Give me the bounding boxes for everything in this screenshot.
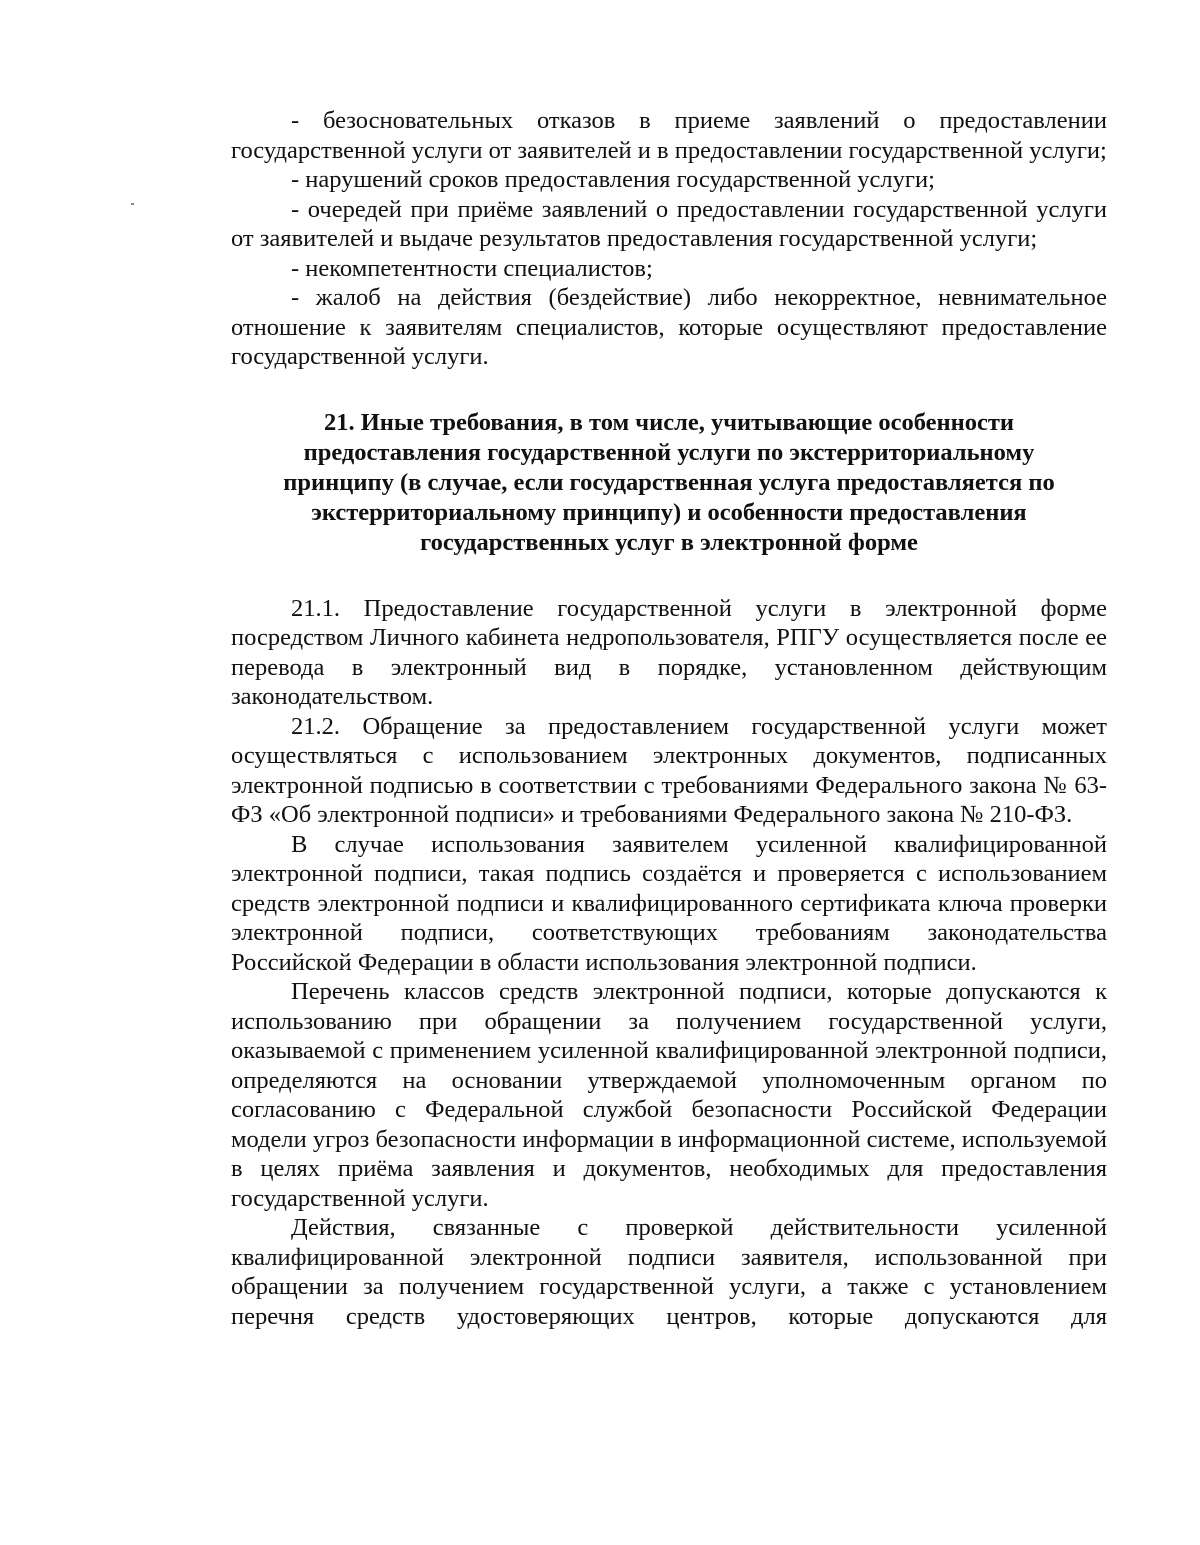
heading-line: экстерриториальному принципу) и особенности предоставления xyxy=(311,498,1027,526)
list-item: - очередей при приёме заявлений о предоставлении государственной услуги от заявителей и выдаче результатов предоставления государственной услуги; xyxy=(231,195,1107,252)
list-item: - безосновательных отказов в приеме заявлений о предоставлении государственной услуги от заявителей и в предоставлении государственной услуги; xyxy=(231,107,1107,164)
scan-speck xyxy=(131,203,134,205)
paragraph-21-1: 21.1. Предоставление государственной услуги в электронной форме посредством Личного кабинета недропользователя, РПГУ осуществляется после ее перевода в электронный вид в порядке, установленном действующим законодательством. xyxy=(231,594,1107,710)
document-page xyxy=(231,106,1107,1331)
heading-line: принципу (в случае, если государственная услуга предоставляется по xyxy=(283,468,1055,496)
paragraph-signature-check: В случае использования заявителем усиленной квалифицированной электронной подписи, такая подпись создаётся и проверяется с использованием средств электронной подписи и квалифицированного сертификата ключа проверки электронной подписи, соответствующих требованиям законодательства Российской Федерации в области использования электронной подписи. xyxy=(231,830,1107,976)
heading-line: 21. Иные требования, в том числе, учитывающие особенности xyxy=(323,408,1015,436)
paragraph-21-2: 21.2. Обращение за предоставлением государственной услуги может осуществляться с использованием электронных документов, подписанных электронной подписью в соответствии с требованиями Федерального закона № 63-ФЗ «Об электронной подписи» и требованиями Федерального закона № 210-ФЗ. xyxy=(231,712,1107,828)
paragraph-signature-classes: Перечень классов средств электронной подписи, которые допускаются к использованию при обращении за получением государственной услуги, оказываемой с применением усиленной квалифицированной электронной подписи, определяются на основании утверждаемой уполномоченным органом по согласованию с Федеральной службой безопасности Российской Федерации модели угроз безопасности информации в информационной системе, используемой в целях приёма заявления и документов, необходимых для предоставления государственной услуги. xyxy=(231,978,1107,1212)
list-item: - жалоб на действия (бездействие) либо некорректное, невнимательное отношение к заявителям специалистов, которые осуществляют предоставление государственной услуги. xyxy=(231,284,1107,370)
section-heading xyxy=(231,408,1107,558)
heading-line: предоставления государственной услуги по экстерриториальному xyxy=(303,438,1035,466)
heading-line: государственных услуг в электронной форме xyxy=(420,528,918,556)
list-item: - некомпетентности специалистов; xyxy=(291,254,653,282)
paragraph-validity-actions: Действия, связанные с проверкой действительности усиленной квалифицированной электронной подписи заявителя, использованной при обращении за получением государственной услуги, а также с установлением перечня средств удостоверяющих центров, которые допускаются для xyxy=(231,1214,1107,1330)
list-item: - нарушений сроков предоставления государственной услуги; xyxy=(291,166,935,193)
